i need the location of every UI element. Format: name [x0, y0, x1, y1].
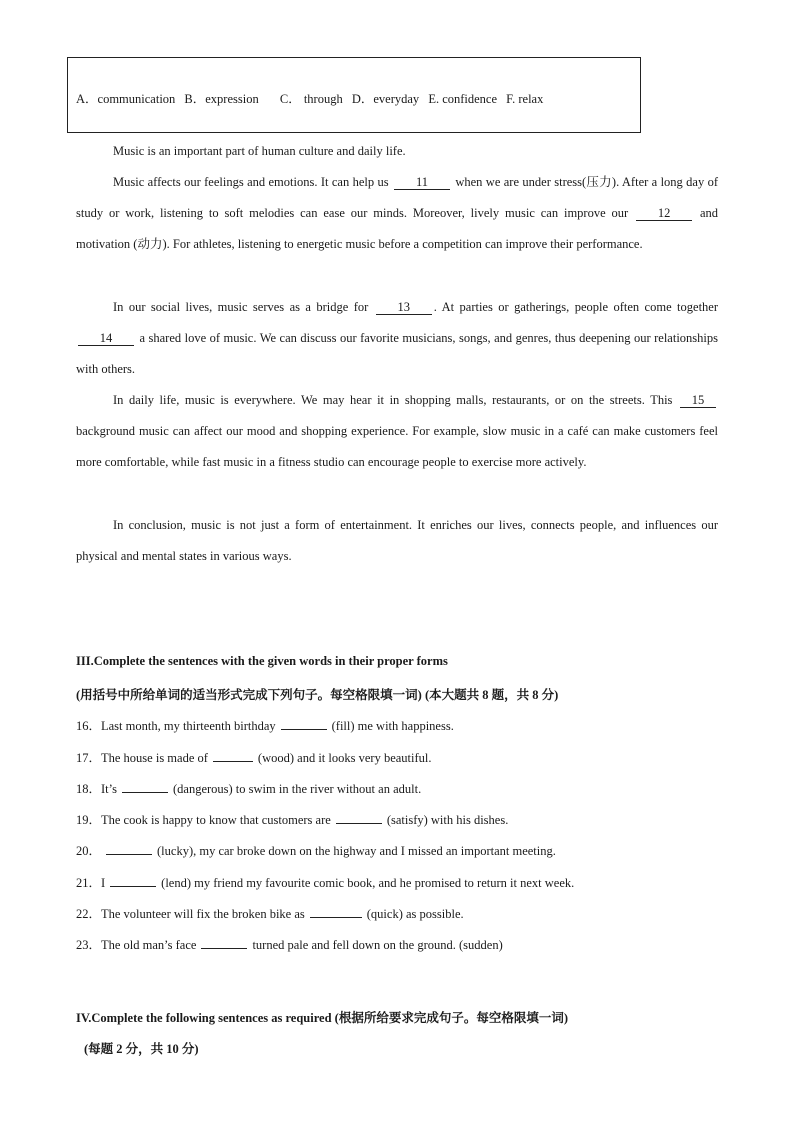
question-21: 21．I (lend) my friend my favourite comic book, and he promised to return it next week. — [76, 876, 575, 890]
section-3-title: III.Complete the sentences with the given words in their proper forms — [76, 654, 448, 668]
answer-blank[interactable] — [310, 905, 362, 918]
answer-blank[interactable] — [110, 874, 156, 887]
question-22: 22．The volunteer will fix the broken bike as (quick) as possible. — [76, 907, 464, 921]
section-4-title: IV.Complete the following sentences as required (根据所给要求完成句子。每空格限填一词) — [76, 1011, 568, 1025]
passage-paragraph-4: In daily life, music is everywhere. We may hear it in shopping malls, restaurants, or on the streets. This 15 background music can affect our mood and shopping experience. For example, slow music in a café can make customers feel more comfortable, while fast music in a fitness studio can encourage people to exercise more actively. — [76, 393, 718, 469]
question-20: 20． (lucky), my car broke down on the highway and I missed an important meeting. — [76, 844, 556, 858]
option-d: D．everyday — [351, 92, 420, 106]
passage-paragraph-3: In our social lives, music serves as a bridge for 13 . At parties or gatherings, people often come together 14 a shared love of music. We can discuss our favorite musicians, songs, and genres, thus deepening our relationships with others. — [76, 300, 719, 376]
answer-blank[interactable] — [201, 936, 247, 949]
question-17: 17．The house is made of (wood) and it looks very beautiful. — [76, 751, 432, 765]
question-16: 16．Last month, my thirteenth birthday (fill) me with happiness. — [76, 719, 454, 733]
answer-blank[interactable] — [336, 811, 382, 824]
question-23: 23．The old man’s face turned pale and fell down on the ground. (sudden) — [76, 938, 503, 952]
blank-11: 11 — [394, 175, 450, 190]
option-c: C． through — [279, 92, 343, 106]
option-b: B．expression — [184, 92, 259, 106]
word-bank-box — [67, 57, 641, 133]
section-3-subtitle: (用括号中所给单词的适当形式完成下列句子。每空格限填一词) (本大题共 8 题，共 8 分) — [76, 688, 559, 702]
question-18: 18．It’s (dangerous) to swim in the river without an adult. — [76, 782, 422, 796]
answer-blank[interactable] — [106, 842, 152, 855]
section-4-subtitle: (每题 2 分，共 10 分) — [84, 1042, 199, 1056]
blank-15: 15 — [680, 393, 716, 408]
blank-12: 12 — [636, 206, 692, 221]
passage-paragraph-1: Music is an important part of human culture and daily life. — [113, 144, 406, 158]
passage-paragraph-5: In conclusion, music is not just a form of entertainment. It enriches our lives, connects people, and influences our physical and mental states in various ways. — [76, 518, 718, 563]
question-19: 19．The cook is happy to know that customers are (satisfy) with his dishes. — [76, 813, 509, 827]
answer-blank[interactable] — [213, 749, 253, 762]
option-e: E. confidence — [428, 92, 498, 106]
option-f: F. relax — [506, 92, 544, 106]
word-bank-options — [76, 89, 549, 107]
answer-blank[interactable] — [122, 780, 168, 793]
blank-13: 13 — [376, 300, 432, 315]
passage-paragraph-2: Music affects our feelings and emotions. It can help us 11 when we are under stress(压力). After a long day of study or work, listening to soft melodies can ease our minds. Moreover, lively music can improve our 12 and motivation (动力). For athletes, listening to energetic music before a competition can improve their performance. — [76, 175, 719, 251]
answer-blank[interactable] — [281, 717, 327, 730]
option-a: A．communication — [76, 92, 176, 106]
blank-14: 14 — [78, 331, 134, 346]
